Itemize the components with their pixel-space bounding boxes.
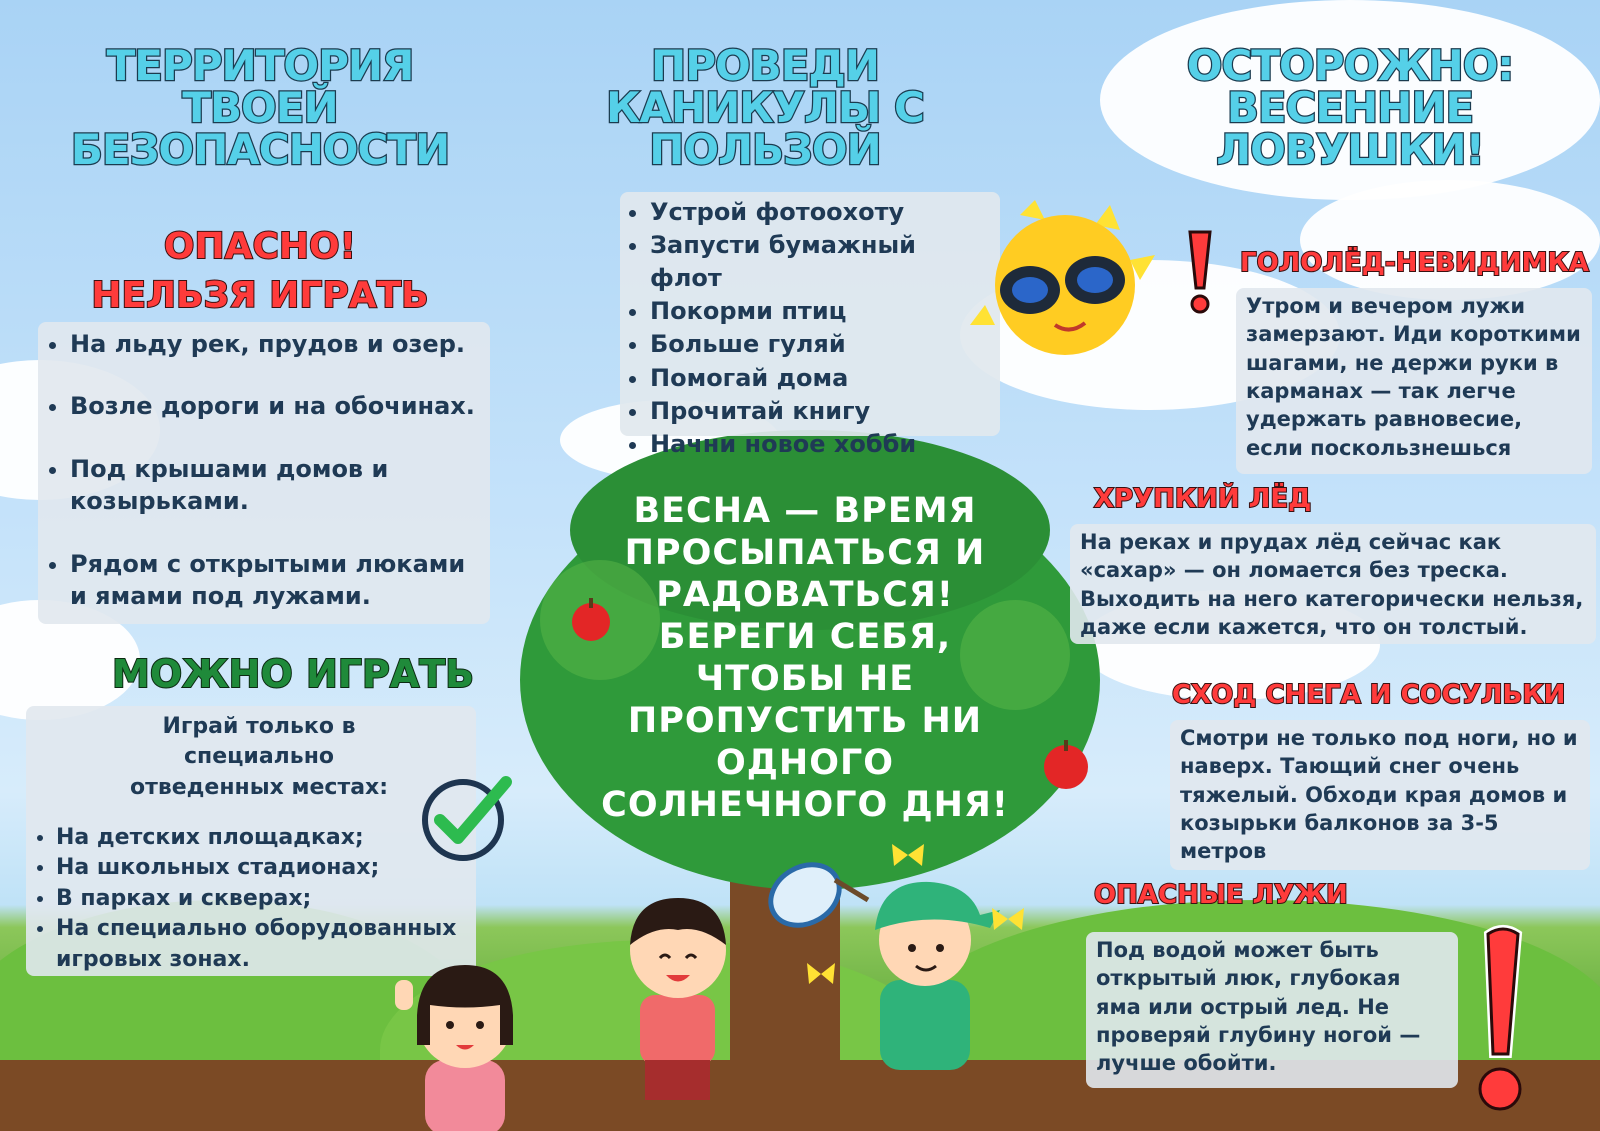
list-item: • Устрой фотоохоту — [650, 196, 992, 229]
trap-text-box: Утром и вечером лужи замерзают. Иди короткими шагами, не держи руки в карманах — так легче удержать равновесие, если поскользнешься — [1236, 288, 1592, 474]
exclamation-icon — [1448, 924, 1558, 1124]
list-item: • Возле дороги и на обочинах. — [70, 390, 484, 422]
trap-heading: ГОЛОЛЁД-НЕВИДИМКА — [1240, 248, 1589, 278]
list-item: • Прочитай книгу — [650, 395, 992, 428]
trap-text-box: На реках и прудах лёд сейчас как «сахар» — он ломается без треска. Выходить на него категорически нельзя, даже если кажется, что он толстый. — [1070, 524, 1596, 644]
butterfly-icon — [988, 904, 1028, 934]
list-item: • На школьных стадионах; — [56, 853, 468, 883]
activities-list — [628, 196, 992, 461]
list-item: • Больше гуляй — [650, 328, 992, 361]
list-item: • На специально оборудованных игровых зонах. — [56, 914, 468, 975]
center-message: ВЕСНА — ВРЕМЯ ПРОСЫПАТЬСЯ И РАДОВАТЬСЯ! БЕРЕГИ СЕБЯ, ЧТОБЫ НЕ ПРОПУСТИТЬ НИ ОДНОГО СОЛНЕЧНОГО ДНЯ! — [601, 491, 1009, 825]
danger-title-1: ОПАСНО! — [163, 226, 357, 267]
list-item: • Помогай дома — [650, 362, 992, 395]
safe-list-box — [26, 706, 476, 976]
boy-with-cap-illustration — [840, 870, 1010, 1100]
trap-heading: ХРУПКИЙ ЛЁД — [1094, 484, 1312, 514]
trap-text-box: Смотри не только под ноги, но и наверх. Тающий снег очень тяжелый. Обходи края домов и козырьки балконов за 3-5 метров — [1170, 720, 1590, 870]
list-item: • Начни новое хобби — [650, 428, 992, 461]
middle-title: ПРОВЕДИ КАНИКУЛЫ С ПОЛЬЗОЙ — [606, 41, 924, 174]
list-item: • Под крышами домов и козырьками. — [70, 453, 400, 518]
sun-with-sunglasses-icon — [960, 185, 1170, 355]
safe-intro: Играй только в специально отведенных местах: — [129, 714, 389, 800]
danger-list — [48, 328, 484, 612]
list-item: • В парках и скверах; — [56, 884, 468, 914]
right-title: ОСТОРОЖНО: ВЕСЕННИЕ ЛОВУШКИ! — [1186, 41, 1514, 174]
trap-heading: СХОД СНЕГА И СОСУЛЬКИ — [1172, 680, 1566, 710]
trap-text-box: Под водой может быть открытый люк, глубокая яма или острый лед. Не проверяй глубину ногой — лучше обойти. — [1086, 932, 1458, 1088]
exclamation-icon — [1180, 228, 1220, 318]
butterfly-icon — [888, 840, 928, 870]
list-item: • Покорми птиц — [650, 295, 992, 328]
apple-icon — [1040, 738, 1092, 790]
boy-illustration — [600, 880, 750, 1110]
activities-box — [620, 192, 1000, 458]
danger-list-box — [38, 322, 490, 624]
list-item: • Запусти бумажный флот — [650, 229, 992, 295]
cloud — [1300, 180, 1600, 300]
girl-illustration — [390, 950, 540, 1131]
left-title: ТЕРРИТОРИЯ ТВОЕЙ БЕЗОПАСНОСТИ — [70, 41, 450, 174]
danger-title-2: НЕЛЬЗЯ ИГРАТЬ — [91, 275, 429, 316]
safe-title: МОЖНО ИГРАТЬ — [112, 652, 475, 696]
check-mark-icon — [418, 772, 518, 862]
butterfly-icon — [804, 960, 838, 988]
list-item: • Рядом с открытыми люками и ямами под лужами. — [70, 548, 484, 613]
list-item: • На детских площадках; — [56, 823, 468, 853]
trap-heading: ОПАСНЫЕ ЛУЖИ — [1094, 880, 1348, 910]
list-item: • На льду рек, прудов и озер. — [70, 328, 484, 360]
